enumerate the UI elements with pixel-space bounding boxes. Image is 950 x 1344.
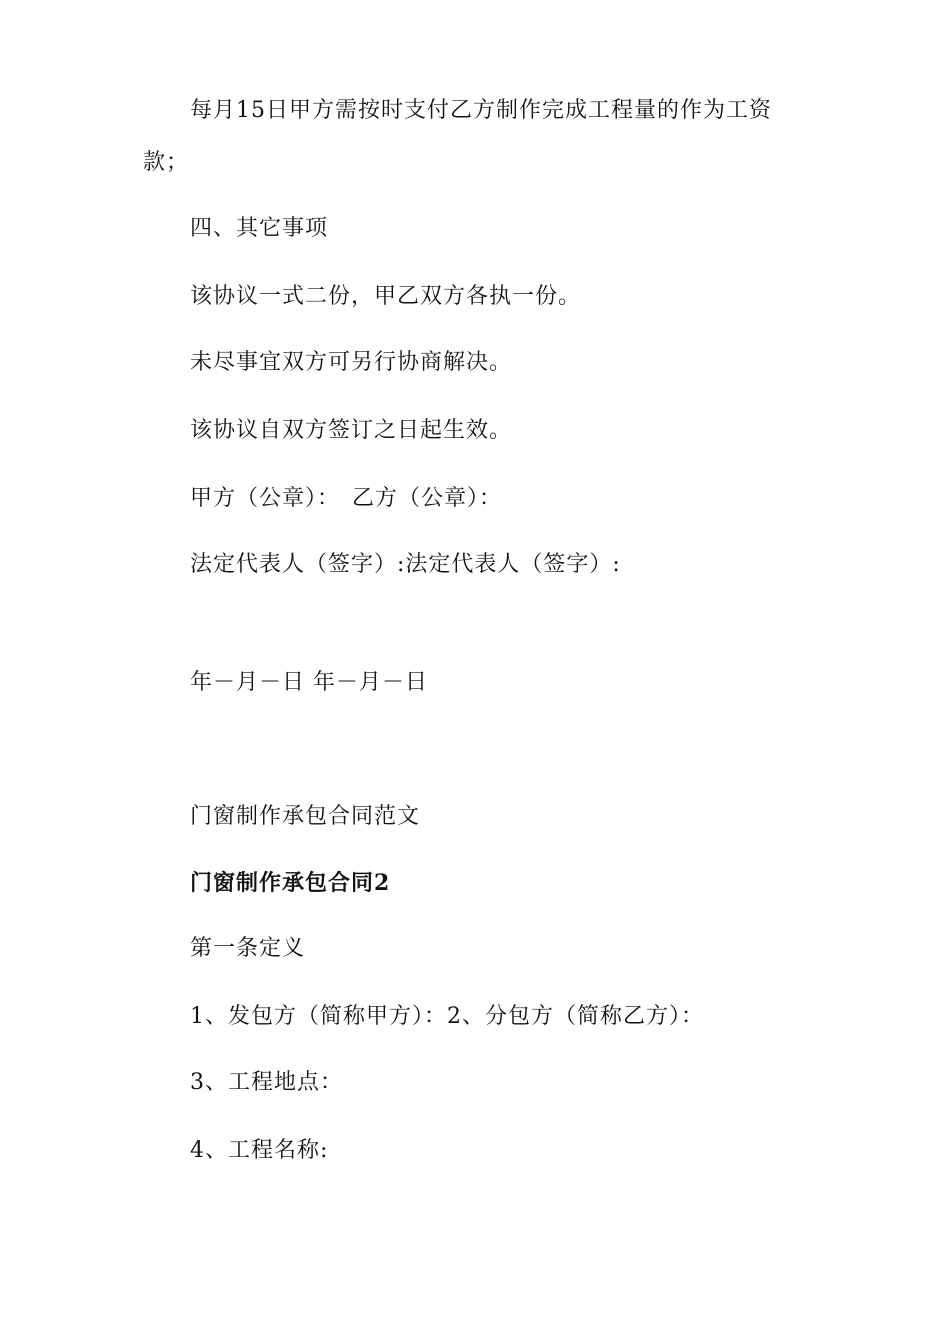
contract-sample-title: 门窗制作承包合同范文 — [190, 804, 421, 829]
effective-date-clause: 该协议自双方签订之日起生效。 — [190, 418, 513, 443]
party-seal-line: 甲方（公章）： 乙方（公章）： — [190, 486, 503, 511]
payment-clause-line-2: 款； — [143, 150, 190, 175]
legal-representative-line: 法定代表人（签字）:法定代表人（签字）: — [190, 552, 621, 577]
date-line: 年－月－日 年－月－日 — [190, 670, 428, 695]
article-one-definitions: 第一条定义 — [190, 936, 306, 961]
parties-definition-line: 1、发包方（简称甲方）：2、分包方（简称乙方）： — [190, 1004, 704, 1029]
project-name-line: 4、工程名称: — [190, 1138, 329, 1163]
section-heading-other-matters: 四、其它事项 — [190, 216, 329, 241]
contract-2-heading: 门窗制作承包合同2 — [190, 870, 391, 896]
copies-clause: 该协议一式二份，甲乙双方各执一份。 — [190, 284, 582, 309]
unresolved-matters-clause: 未尽事宜双方可另行协商解决。 — [190, 350, 513, 375]
payment-clause-line-1: 每月15日甲方需按时支付乙方制作完成工程量的作为工资 — [190, 98, 772, 123]
project-location-line: 3、工程地点： — [190, 1070, 343, 1095]
